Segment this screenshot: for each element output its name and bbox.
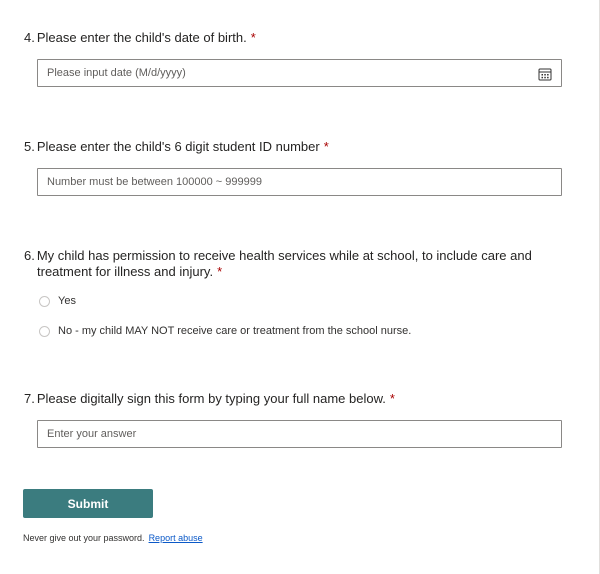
signature-input[interactable] [38, 421, 561, 447]
student-id-input[interactable] [38, 169, 561, 195]
question-4-number: 4. [24, 30, 35, 45]
signature-field[interactable] [37, 420, 562, 448]
question-5 [24, 139, 569, 155]
question-6-number: 6. [24, 248, 35, 263]
question-7 [24, 391, 569, 407]
student-id-field[interactable] [37, 168, 562, 196]
radio-button[interactable] [39, 326, 50, 337]
question-6-title [24, 248, 569, 280]
question-4-title [24, 30, 569, 46]
option-no-label: No - my child MAY NOT receive care or treatment from the school nurse. [58, 325, 412, 337]
question-7-number: 7. [24, 391, 35, 406]
required-marker: * [217, 264, 223, 279]
required-marker: * [389, 391, 395, 406]
footer-warning-text: Never give out your password. [23, 533, 145, 543]
question-6-text: My child has permission to receive health services while at school, to include care and treatment for illness and injury. [36, 248, 532, 279]
footer [23, 533, 203, 543]
question-5-title [24, 139, 569, 155]
question-5-number: 5. [24, 139, 35, 154]
calendar-icon[interactable] [538, 67, 552, 81]
question-4-text: Please enter the child's date of birth. [36, 30, 247, 45]
submit-button[interactable]: Submit [23, 489, 153, 518]
option-yes[interactable] [39, 295, 76, 307]
required-marker: * [250, 30, 256, 45]
question-7-text: Please digitally sign this form by typing your full name below. [36, 391, 386, 406]
date-of-birth-input[interactable] [38, 60, 561, 86]
option-no[interactable] [39, 325, 411, 337]
option-yes-label: Yes [58, 295, 76, 307]
radio-button[interactable] [39, 296, 50, 307]
date-of-birth-field[interactable] [37, 59, 562, 87]
question-5-text: Please enter the child's 6 digit student ID number [36, 139, 320, 154]
report-abuse-link[interactable]: Report abuse [148, 533, 203, 543]
question-6 [24, 248, 569, 280]
required-marker: * [323, 139, 329, 154]
question-4 [24, 30, 569, 46]
question-7-title [24, 391, 569, 407]
